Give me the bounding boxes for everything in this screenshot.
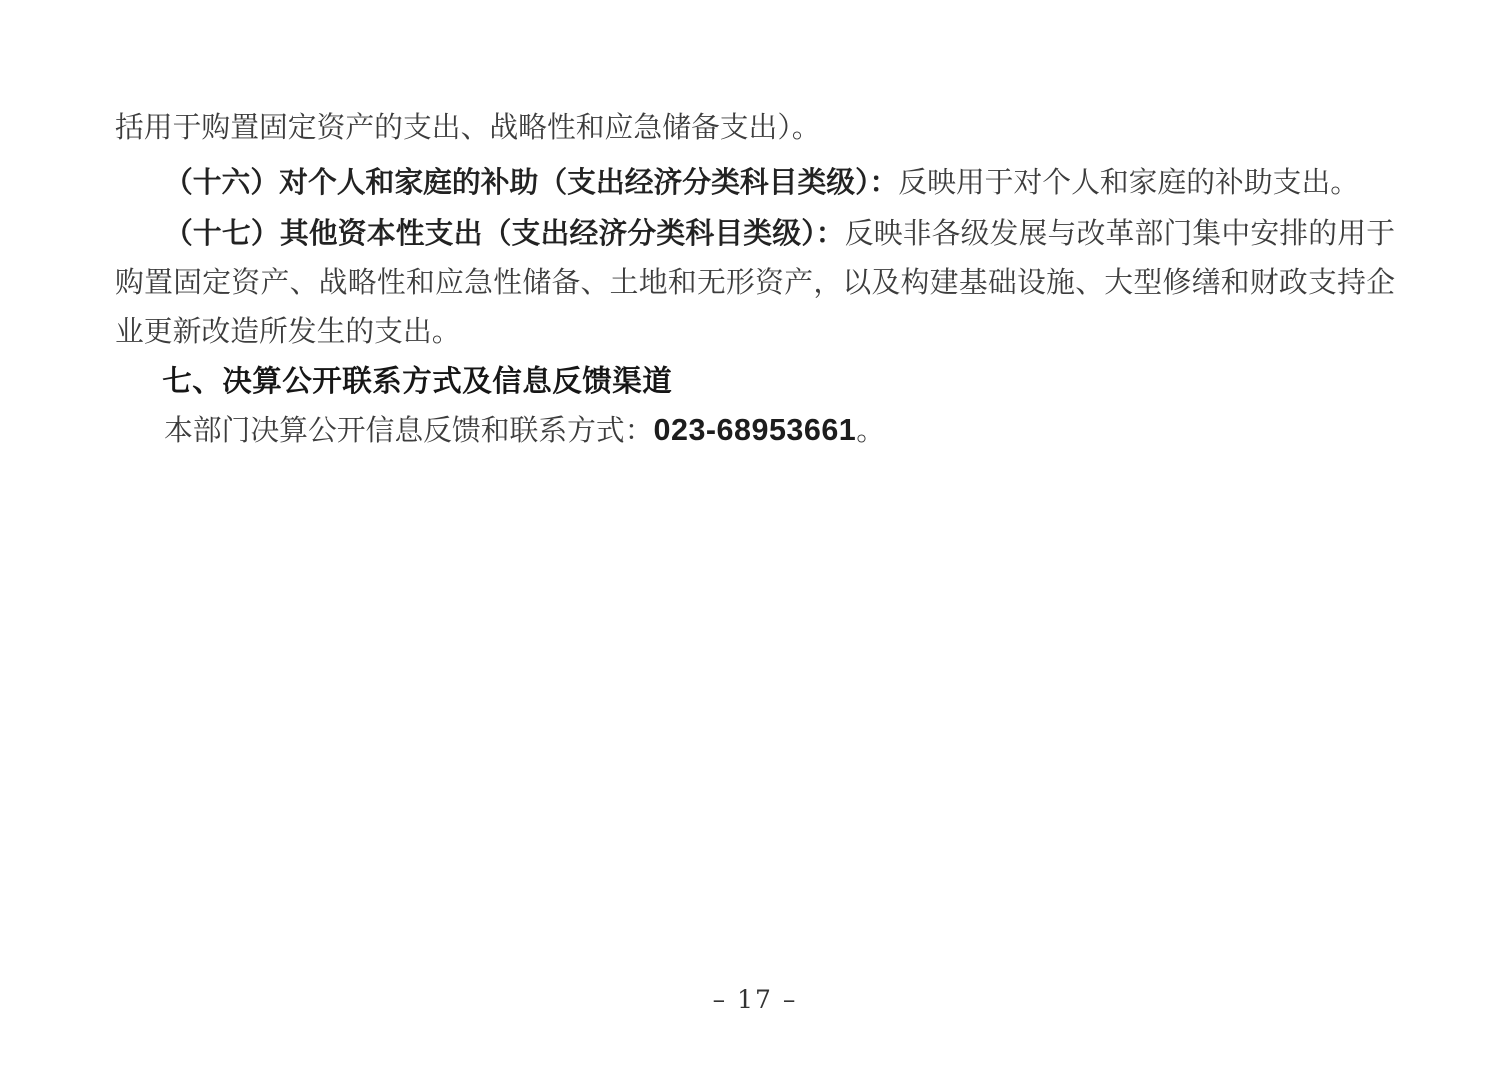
document-body [115, 104, 1395, 456]
paragraph-continuation [115, 104, 1395, 153]
page-number: – 17 – [712, 985, 798, 1014]
item-16-label: （十六）对个人和家庭的补助（支出经济分类科目类级）： [163, 167, 899, 199]
contact-phone-number: 023-68953661 [653, 413, 857, 447]
contact-tail-text: 。 [856, 415, 886, 447]
item-16-text: 反映用于对个人和家庭的补助支出。 [898, 167, 1360, 199]
continuation-text: 括用于购置固定资产的支出、战略性和应急储备支出）。 [115, 112, 821, 144]
item-17-label: （十七）其他资本性支出（支出经济分类科目类级）： [163, 218, 845, 250]
paragraph-item-16 [115, 159, 1395, 208]
paragraph-contact [115, 406, 1395, 456]
paragraph-item-17 [115, 210, 1395, 357]
section-7-heading: 七、决算公开联系方式及信息反馈渠道 [162, 365, 673, 398]
item-17-text: 反映非各级发展与改革部门集中安排的用于购置固定资产、战略性和应急性储备、土地和无形资产，以及构建基础设施、大型修缮和财政支持企业更新改造所发生的支出。 [115, 218, 1395, 348]
contact-lead-text: 本部门决算公开信息反馈和联系方式： [163, 415, 654, 447]
